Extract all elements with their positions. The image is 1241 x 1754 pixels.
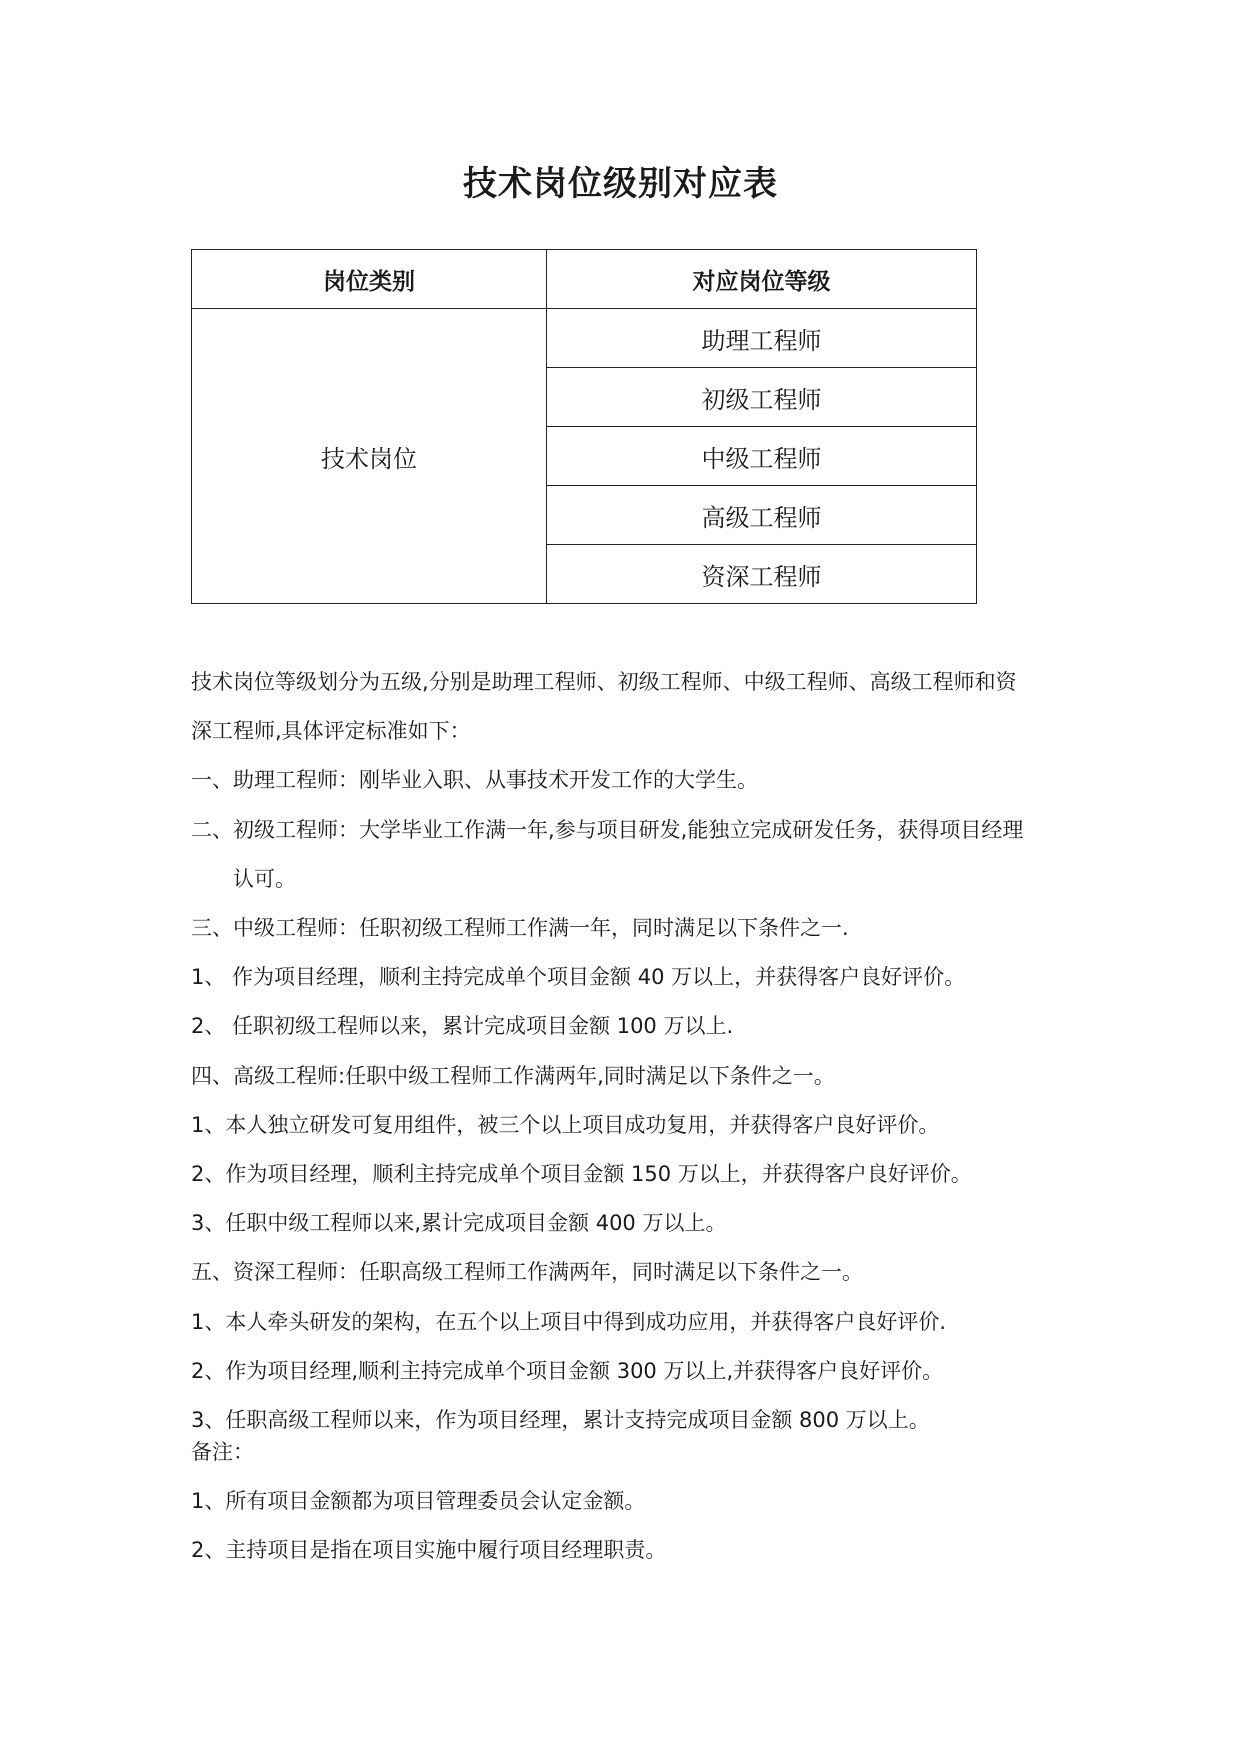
level-cell: 高级工程师 [547, 486, 977, 545]
notes-heading: 备注： [191, 1440, 254, 1464]
header-category: 岗位类别 [192, 250, 547, 309]
paragraph-line: 3、任职中级工程师以来,累计完成项目金额 400 万以上。 [191, 1211, 727, 1235]
paragraph-line: 四、高级工程师:任职中级工程师工作满两年,同时满足以下条件之一。 [191, 1064, 835, 1088]
grade-table [191, 249, 977, 604]
header-level: 对应岗位等级 [547, 250, 977, 309]
paragraph-line: 二、初级工程师：大学毕业工作满一年,参与项目研发,能独立完成研发任务，获得项目经理 [191, 818, 1024, 842]
category-cell: 技术岗位 [192, 309, 547, 604]
paragraph-line: 3、任职高级工程师以来，作为项目经理，累计支持完成项目金额 800 万以上。 [191, 1408, 930, 1432]
paragraph-line: 深工程师,具体评定标准如下： [191, 719, 471, 743]
level-cell: 初级工程师 [547, 368, 977, 427]
level-cell: 助理工程师 [547, 309, 977, 368]
paragraph-line: 2、作为项目经理，顺利主持完成单个项目金额 150 万以上，并获得客户良好评价。 [191, 1162, 972, 1186]
level-cell: 资深工程师 [547, 545, 977, 604]
paragraph-line: 一、助理工程师：刚毕业入职、从事技术开发工作的大学生。 [191, 768, 758, 792]
paragraph-line: 技术岗位等级划分为五级,分别是助理工程师、初级工程师、中级工程师、高级工程师和资 [191, 670, 1017, 694]
paragraph-line: 2、主持项目是指在项目实施中履行项目经理职责。 [191, 1538, 667, 1562]
level-cell: 中级工程师 [547, 427, 977, 486]
paragraph-line: 认可。 [233, 867, 296, 891]
table-row [192, 309, 977, 368]
paragraph-line: 1、 作为项目经理，顺利主持完成单个项目金额 40 万以上，并获得客户良好评价。 [191, 965, 966, 989]
table-header-row [192, 250, 977, 309]
paragraph-line: 2、作为项目经理,顺利主持完成单个项目金额 300 万以上,并获得客户良好评价。 [191, 1359, 944, 1383]
paragraph-line: 1、所有项目金额都为项目管理委员会认定金额。 [191, 1489, 646, 1513]
paragraph-line: 2、 任职初级工程师以来，累计完成项目金额 100 万以上. [191, 1014, 734, 1038]
paragraph-line: 五、资深工程师：任职高级工程师工作满两年，同时满足以下条件之一。 [191, 1260, 863, 1284]
page-title: 技术岗位级别对应表 [463, 164, 778, 204]
paragraph-line: 1、本人牵头研发的架构，在五个以上项目中得到成功应用，并获得客户良好评价. [191, 1310, 947, 1334]
paragraph-line: 三、中级工程师：任职初级工程师工作满一年，同时满足以下条件之一. [191, 916, 849, 940]
paragraph-line: 1、本人独立研发可复用组件，被三个以上项目成功复用，并获得客户良好评价。 [191, 1113, 940, 1137]
